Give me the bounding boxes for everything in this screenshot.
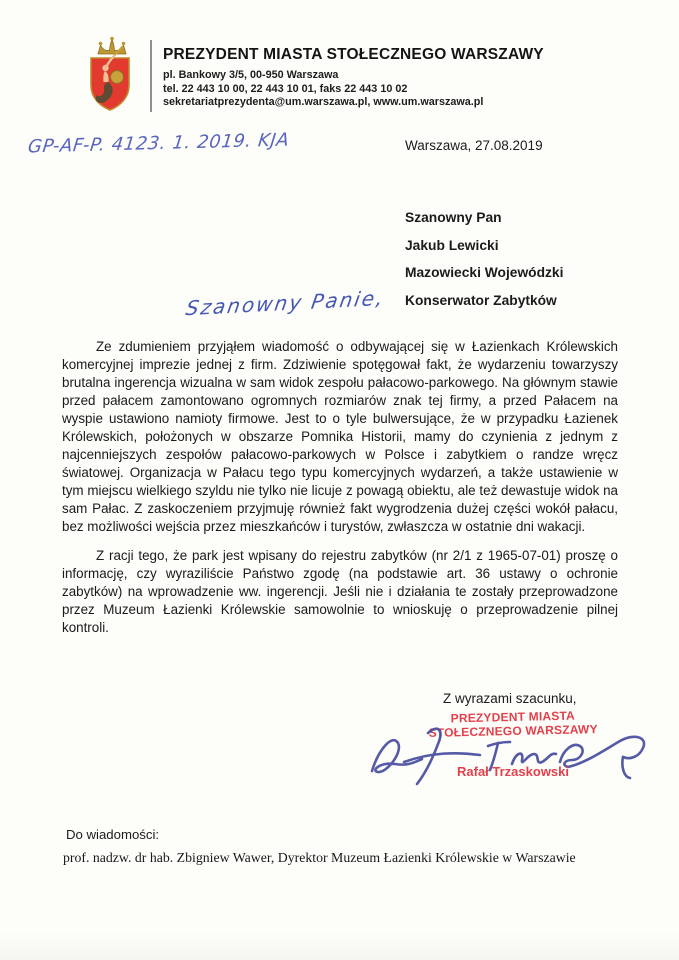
- recipient-line: Szanowny Pan: [405, 210, 502, 225]
- cc-recipient-line: prof. nadzw. dr hab. Zbigniew Wawer, Dyrektor Muzeum Łazienki Królewskie w Warszawie: [63, 850, 576, 865]
- cc-label: Do wiadomości:: [66, 827, 160, 842]
- sender-org-name: PREZYDENT MIASTA STOŁECZNEGO WARSZAWY: [163, 46, 544, 63]
- sender-phone: tel. 22 443 10 00, 22 443 10 01, faks 22 443 10 02: [163, 82, 408, 95]
- stamp-line-1: PREZYDENT MIASTA: [450, 708, 576, 726]
- recipient-line: Jakub Lewicki: [405, 237, 499, 253]
- letter-body: [62, 338, 618, 637]
- warsaw-mermaid-coat-of-arms-icon: [82, 34, 138, 114]
- recipient-line: Mazowiecki Wojewódzki: [405, 265, 564, 280]
- body-paragraph-2: Z racji tego, że park jest wpisany do rejestru zabytków (nr 2/1 z 1965-07-01) proszę o informację, czy wyraziliście Państwo zgodę (na podstawie art. 36 ustawy o ochronie zabytków) na wprowadzenie ww. ingerencji. Jeśli nie i działania te zostały przeprowadzone przez Muzeum Łazienki Królewskie samowolnie to wnioskuję o przeprowadzenie pilnej kontroli.: [62, 548, 618, 635]
- handwritten-greeting: Szanowny Panie,: [184, 285, 387, 321]
- sender-address: pl. Bankowy 3/5, 00-950 Warszawa: [163, 69, 339, 81]
- recipient-block: [405, 204, 563, 314]
- sender-email-web: sekretariatprezydenta@um.warszawa.pl, www.um.warszawa.pl: [163, 96, 484, 109]
- handwritten-reference-number: GP-AF-P. 4123. 1. 2019. KJA: [26, 129, 291, 158]
- stamp-signer-name: Rafał Trzaskowski: [457, 764, 569, 779]
- header-divider: [150, 40, 152, 112]
- valediction: Z wyrazami szacunku,: [443, 691, 577, 706]
- letterhead: [163, 46, 623, 110]
- body-paragraph-1: Ze zdumieniem przyjąłem wiadomość o odbywającej się w Łazienkach Królewskich komercyjnej imprezie jednej z firm. Zdziwienie spotęgował fakt, że wydarzeniu towarzyszy brutalna ingerencja wizualna w sam widok zespołu pałacowo-parkowego. Na głównym stawie przed pałacem zamontowano ogromnych rozmiarów znak tej firmy, a przed Pałacem na wyspie ustawiono namioty firmowe. Jest to o tyle bulwersujące, że w przypadku Łazienek Królewskich, położonych w obszarze Pomnika Historii, mamy do czynienia z jednym z najcenniejszych zespołów pałacowo-parkowych w Polsce i zabytkiem o randze wręcz światowej. Organizacja w Pałacu tego typu komercyjnych wydarzeń, a także ustawienie w tym miejscu wielkiego szyldu nie tylko nie licuje z powagą obiektu, ale też dewastuje widok na sam Pałac. Z zaskoczeniem przyjmuję również fakt wygrodzenia dużej części wokół pałacu, bez możliwości wejścia przez mieszkańców i turystów, zwłaszcza w ostatnie dni wakacji.: [62, 339, 618, 534]
- date-line: Warszawa, 27.08.2019: [405, 138, 543, 153]
- recipient-line: Konserwator Zabytków: [405, 292, 557, 308]
- stamp-line-2: STOŁECZNEGO WARSZAWY: [428, 721, 598, 740]
